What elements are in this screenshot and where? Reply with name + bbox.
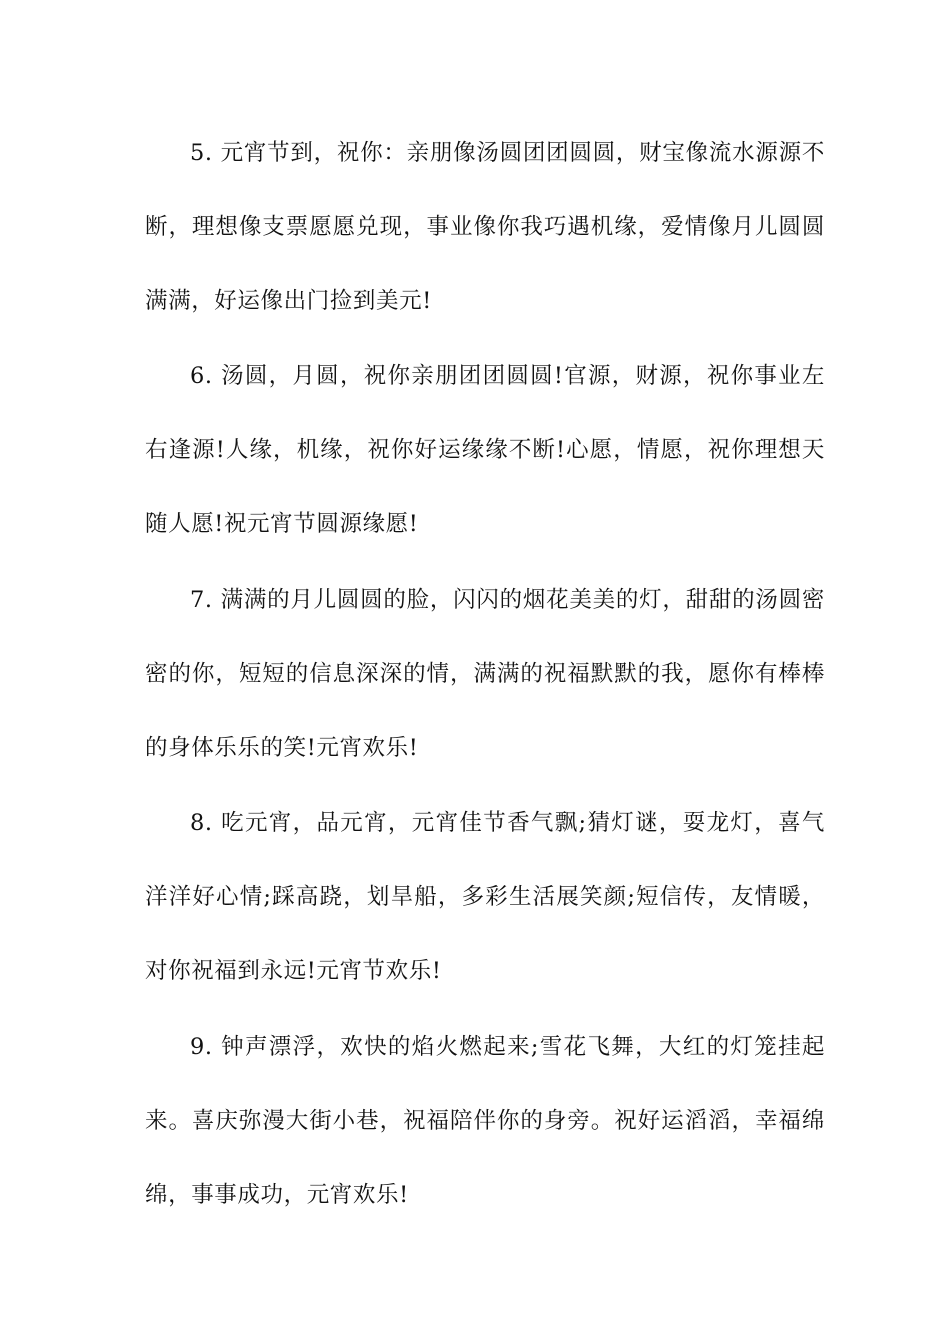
paragraph-9: 9. 钟声漂浮，欢快的焰火燃起来;雪花飞舞，大红的灯笼挂起来。喜庆弥漫大街小巷，祝福陪伴你的身旁。祝好运滔滔，幸福绵绵，事事成功，元宵欢乐! <box>145 1034 825 1208</box>
paragraph-7: 7. 满满的月儿圆圆的脸，闪闪的烟花美美的灯，甜甜的汤圆密密的你，短短的信息深深的情，满满的祝福默默的我，愿你有棒棒的身体乐乐的笑!元宵欢乐! <box>145 587 825 761</box>
paragraph-8: 8. 吃元宵，品元宵，元宵佳节香气飘;猜灯谜，耍龙灯，喜气洋洋好心情;踩高跷，划旱船，多彩生活展笑颜;短信传，友情暖，对你祝福到永远!元宵节欢乐! <box>145 810 825 984</box>
paragraph-5: 5. 元宵节到，祝你：亲朋像汤圆团团圆圆，财宝像流水源源不断，理想像支票愿愿兑现，事业像你我巧遇机缘，爱情像月儿圆圆满满，好运像出门捡到美元! <box>145 140 825 314</box>
paragraph-6: 6. 汤圆，月圆，祝你亲朋团团圆圆!官源，财源，祝你事业左右逢源!人缘，机缘，祝你好运缘缘不断!心愿，情愿，祝你理想天随人愿!祝元宵节圆源缘愿! <box>145 363 825 537</box>
